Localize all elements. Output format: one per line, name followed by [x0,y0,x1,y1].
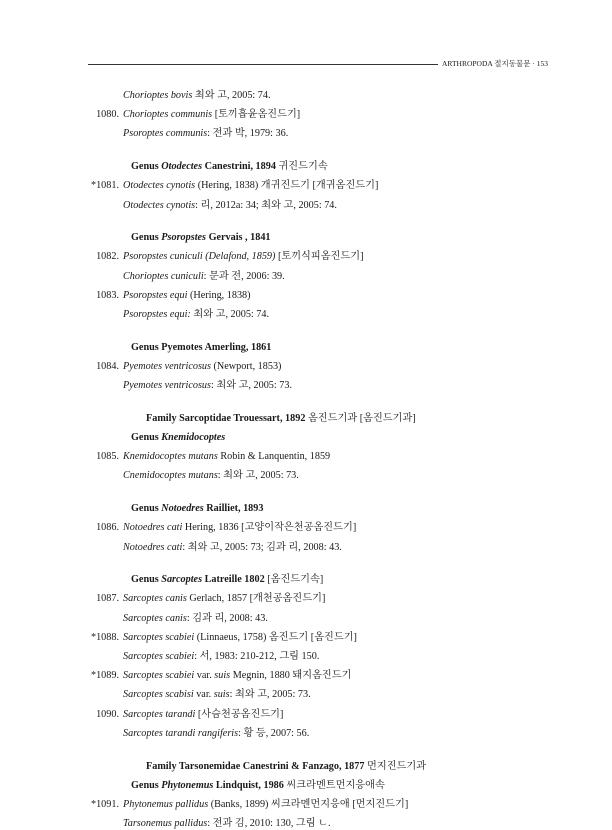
taxon-name: Knemidocoptes mutans [123,451,218,463]
taxon-name: Phytonemus pallidus [123,798,209,810]
taxon-name: Otodectes cynotis [123,199,196,211]
entry-number: *1081. [90,180,119,192]
entry-number: 1090. [96,708,119,720]
text-segment: : 전과 김, 2010: 130, 그림 ㄴ. [207,818,331,830]
text-segment: Hering, 1836 [고양이작은천공옴진드기] [182,522,357,534]
header-rule [88,64,438,65]
text-segment: (Linnaeus, 1758) 옴진드기 [옴진드기] [194,631,357,643]
taxon-name: Psoroptes communis [123,128,208,140]
text-segment: 최와 고, 2005: 74. [192,90,271,101]
taxon-name: Sarcoptes tarandi rangiferis [123,727,239,739]
taxon-name: Phytonemus [161,779,214,791]
text-segment: : 김과 리, 2008: 43. [186,612,268,624]
taxon-name: Sarcoptes scabisi [123,689,194,701]
text-segment: Robin & Lanquentin, 1859 [217,451,331,463]
taxon-name: Otodectes [161,161,203,173]
text-segment: Genus Pyemotes Amerling, 1861 [131,341,272,353]
text-segment: : 서, 1983: 210-212, 그림 150. [194,651,320,662]
text-segment: 옴진드기과 [옴진드기과] [307,412,416,424]
text-segment: [옴진드기속] [267,574,324,586]
text-segment: : 리, 2012a: 34; 최와 고, 2005: 74. [195,199,337,211]
text-segment: [토끼흡윤옴진드기] [212,109,301,121]
text-segment: Genus [131,161,162,173]
taxon-name: Psoropstes equi: [123,309,191,320]
taxon-name: Sarcoptes canis [123,593,187,605]
text-segment: (Hering, 1838) [187,289,251,301]
taxon-name: Sarcoptes [161,574,203,586]
text-segment: 귀진드기속 [278,161,328,173]
running-header: ARTHROPODA 절지동물문 · 153 [442,59,548,68]
text-segment: (Banks, 1899) 씨크라멘먼지응애 [먼지진드기] [208,798,409,810]
taxon-name: Chorioptes communis [123,109,213,121]
text-segment: var. [194,670,215,682]
entry-number: 1080. [96,109,119,121]
taxon-name: Chorioptes cuniculi [123,270,204,282]
text-segment: Gerlach, 1857 [개천공옴진드기] [186,593,326,605]
text-segment: : 황 등, 2007: 56. [238,727,310,739]
text-segment: [토끼식피옴진드기] [275,251,364,263]
text-segment: Family Tarsonemidae Canestrini & Fanzago, 1877 [146,760,368,772]
text-segment: Canestrini, 1894 [202,161,279,173]
text-segment: Gervais , 1841 [206,232,271,244]
text-segment: Megnin, 1880 돼지옴진드기 [230,670,352,682]
taxon-name: Psoropstes cuniculi (Delafond, 1859) [123,251,276,263]
taxon-name: Notoedres [161,503,204,515]
text-segment: Genus [131,574,162,586]
text-segment: Genus [131,779,162,791]
taxon-name: Psoropstes equi [123,289,188,301]
taxon-name: Notoedres cati [123,541,183,553]
entry-number: *1088. [90,631,119,643]
text-segment: Genus [131,503,162,515]
taxon-name: suis [214,670,231,682]
taxon-name: Otodectes cynotis [123,180,196,192]
taxon-name: Sarcoptes canis [123,612,187,624]
text-segment: : 최와 고, 2005: 73. [210,380,293,392]
text-segment: : 최와 고, 2005: 73. [217,470,299,482]
text-segment: : 최와 고, 2005: 73; 김과 리, 2008: 43. [182,541,342,553]
text-segment: Genus [131,432,162,443]
text-segment: (Hering, 1838) 개귀진드기 [개귀옴진드기] [195,180,379,192]
taxon-name: Sarcoptes scabiei [123,631,195,643]
taxon-name: Knemidocoptes [161,432,226,443]
entry-number: 1084. [96,360,119,372]
text-segment: [사슴천공옴진드기] [195,708,284,720]
entry-number: *1089. [90,670,119,682]
taxon-name: Sarcoptes scabiei [123,670,195,682]
entry-number: 1082. [96,251,119,263]
text-segment: Lindquist, 1986 [213,779,287,791]
text-segment: Railliet, 1893 [203,503,264,515]
entry-number: 1087. [96,593,119,605]
text-segment: 최와 고, 2005: 74. [190,309,270,320]
text-segment: : 문과 전, 2006: 39. [203,270,285,282]
entry-number: 1085. [96,451,119,463]
taxon-name: Pyemotes ventricosus [123,360,211,372]
taxon-name: Chorioptes bovis [123,90,193,101]
text-segment: Latreille 1802 [202,574,268,586]
taxon-name: Cnemidocoptes mutans [123,470,218,482]
entry-number: 1086. [96,522,119,534]
taxon-name: Tarsonemus pallidus [123,818,208,830]
text-segment: var. [193,689,214,701]
taxon-name: Sarcoptes tarandi [123,708,196,720]
taxon-name: suis [213,689,230,701]
taxon-name: Sarcoptes scabiei [123,651,195,662]
text-segment: Genus [131,232,162,244]
taxon-name: Pyemotes ventricosus [123,380,211,392]
text-segment: : 최와 고, 2005: 73. [229,689,311,701]
entry-number: 1083. [96,289,119,301]
taxon-name: Notoedres cati [123,522,183,534]
text-segment: (Newport, 1853) [210,360,282,372]
text-segment: 씨크라멘트먼지응애속 [286,779,385,791]
entry-number: *1091. [90,798,119,810]
taxon-name: Psoropstes [161,232,207,244]
text-segment: Family Sarcoptidae Trouessart, 1892 [146,412,308,424]
text-segment: : 전과 박, 1979: 36. [207,128,289,140]
text-segment: 먼지진드기과 [367,760,427,772]
